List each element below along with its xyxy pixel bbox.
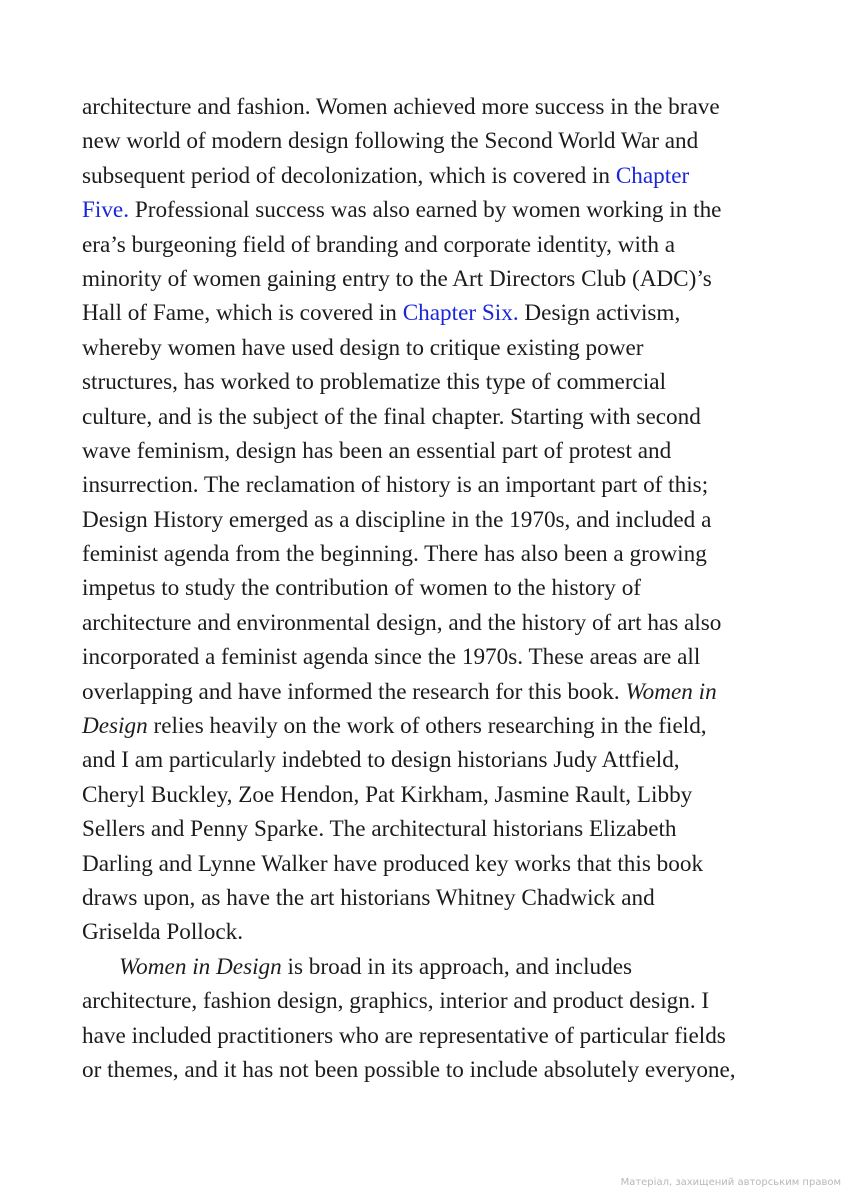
text-line: and I am particularly indebted to design historians Judy Attfield, <box>82 747 680 774</box>
text-line: Griselda Pollock. <box>82 919 243 946</box>
chapter-six-link[interactable]: Chapter Six. <box>402 300 519 327</box>
text-line: Darling and Lynne Walker have produced key works that this book <box>82 850 704 877</box>
text-line: wave feminism, design has been an essential part of protest and <box>82 437 672 464</box>
text-line: Women in Design is broad in its approach, and includes <box>119 953 633 980</box>
chapter-five-link[interactable]: Chapter <box>615 162 690 189</box>
copyright-watermark: Матеріал, захищений авторським правом <box>620 1177 841 1188</box>
text-line: Design History emerged as a discipline in the 1970s, and included a <box>82 506 712 533</box>
book-page-body <box>82 90 782 1087</box>
text-line: subsequent period of decolonization, which is covered in Chapter <box>82 162 690 189</box>
text-line: Hall of Fame, which is covered in Chapter Six. Design activism, <box>82 300 681 327</box>
text-line: new world of modern design following the Second World War and <box>82 128 699 155</box>
text-line: feminist agenda from the beginning. There has also been a growing <box>82 541 707 568</box>
text-line: architecture and environmental design, and the history of art has also <box>82 609 722 636</box>
paragraph <box>82 950 782 1088</box>
text-line: Design relies heavily on the work of others researching in the field, <box>82 713 707 740</box>
text-line: insurrection. The reclamation of history is an important part of this; <box>82 472 709 499</box>
text-line: culture, and is the subject of the final chapter. Starting with second <box>82 403 701 430</box>
text-line: or themes, and it has not been possible to include absolutely everyone, <box>82 1056 736 1083</box>
chapter-five-link-continued[interactable]: Five. <box>82 197 130 224</box>
book-title-italic: Women in <box>625 678 717 705</box>
text-line: era’s burgeoning field of branding and corporate identity, with a <box>82 231 676 258</box>
text-line: architecture and fashion. Women achieved more success in the brave <box>82 94 720 120</box>
text-line: minority of women gaining entry to the Art Directors Club (ADC)’s <box>82 265 712 292</box>
book-title-italic: Design <box>82 713 148 740</box>
text-line: Cheryl Buckley, Zoe Hendon, Pat Kirkham, Jasmine Rault, Libby <box>82 781 693 808</box>
text-line: incorporated a feminist agenda since the 1970s. These areas are all <box>82 644 701 671</box>
text-line: architecture, fashion design, graphics, interior and product design. I <box>82 988 710 1015</box>
text-line: structures, has worked to problematize this type of commercial <box>82 369 667 396</box>
text-line: have included practitioners who are representative of particular fields <box>82 1022 726 1049</box>
book-title-italic: Women in Design <box>119 953 282 980</box>
text-line: overlapping and have informed the research for this book. Women in <box>82 678 717 705</box>
paragraph <box>82 90 782 950</box>
text-line: draws upon, as have the art historians Whitney Chadwick and <box>82 884 655 911</box>
text-line: whereby women have used design to critique existing power <box>82 334 644 361</box>
text-line: Sellers and Penny Sparke. The architectural historians Elizabeth <box>82 816 677 843</box>
text-line: Five. Professional success was also earned by women working in the <box>82 197 722 224</box>
text-line: impetus to study the contribution of women to the history of <box>82 575 642 602</box>
